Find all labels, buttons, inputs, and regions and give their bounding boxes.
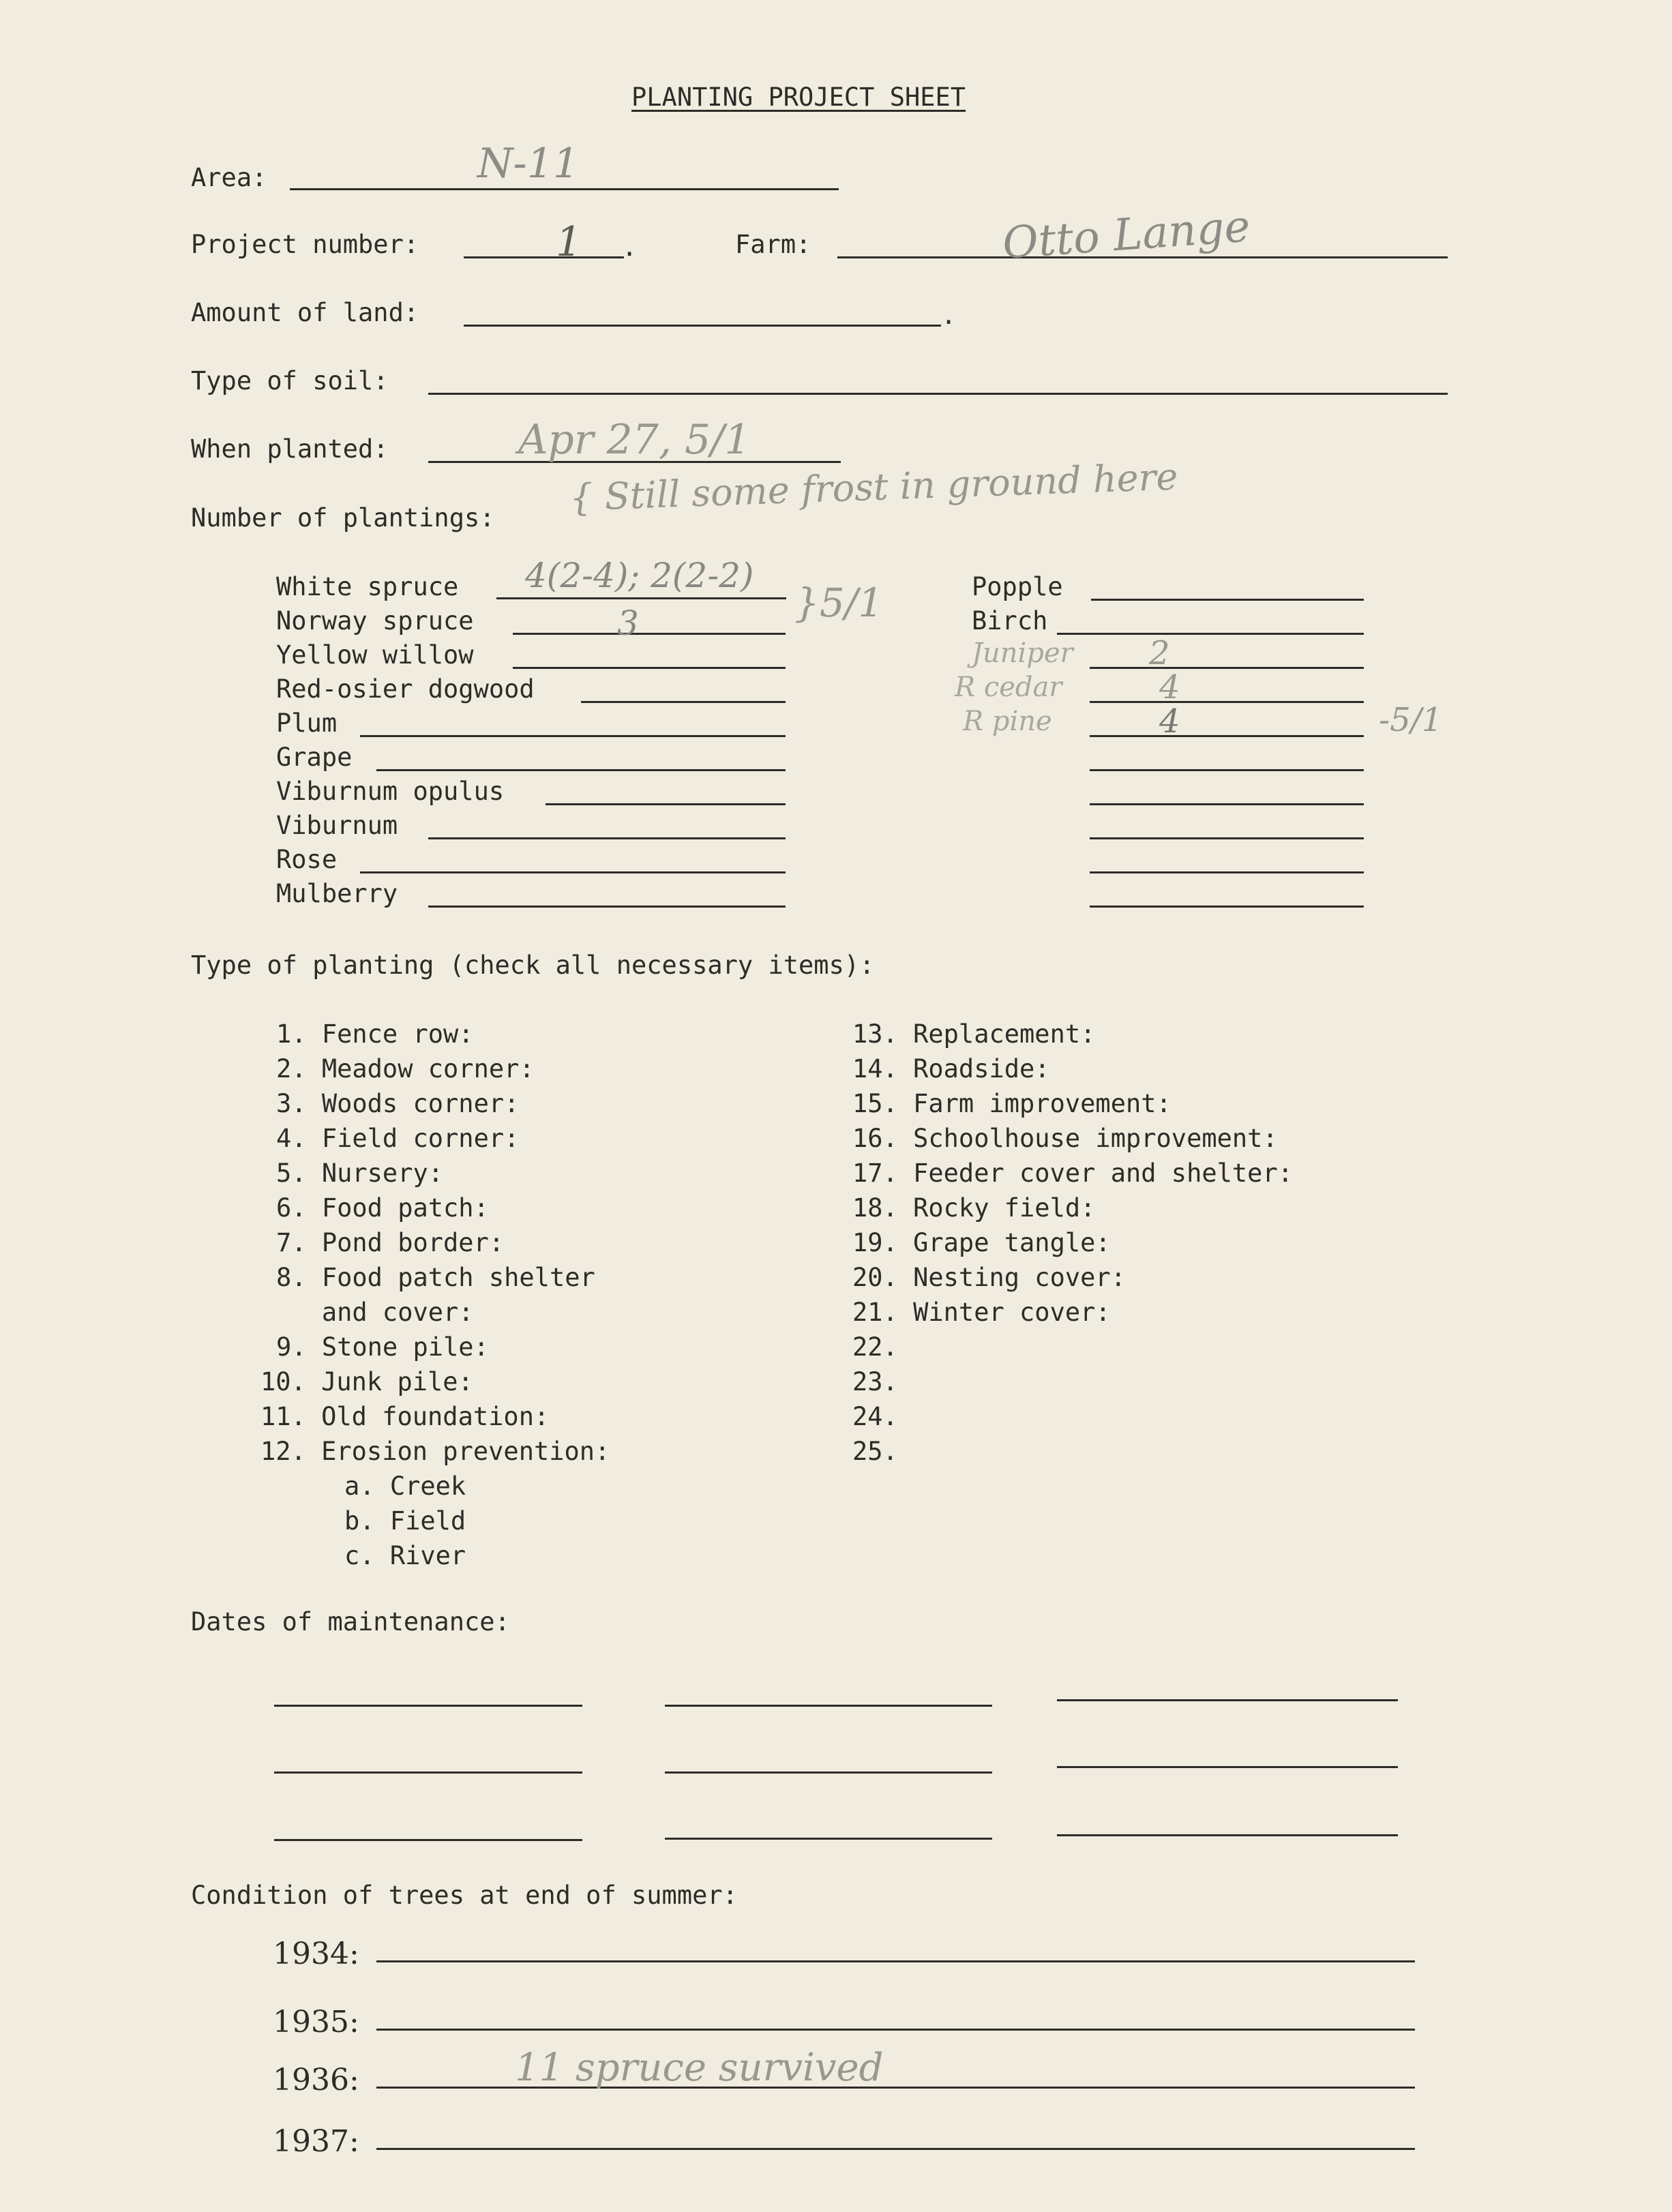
condition-of-trees-label: Condition of trees at end of summer: — [191, 1881, 738, 1910]
type-item-15: 15. Farm improvement: — [852, 1089, 1171, 1118]
type-item-20: 20. Nesting cover: — [852, 1263, 1126, 1292]
planting-norway-spruce-value: 3 — [617, 603, 639, 643]
planting-norway-spruce-line — [513, 633, 786, 635]
year-1934-line — [376, 1960, 1415, 1962]
type-item-1: 1. Fence row: — [276, 1019, 474, 1049]
planting-plum-line — [360, 735, 786, 737]
type-item-4: 4. Field corner: — [276, 1124, 520, 1153]
type-item-18: 18. Rocky field: — [852, 1193, 1096, 1223]
type-item-8-cont: and cover: — [276, 1298, 474, 1327]
planting-viburnum-line — [428, 837, 786, 839]
farm-label: Farm: — [735, 230, 811, 259]
planting-viburnum-opulus-label: Viburnum opulus — [276, 777, 505, 806]
planting-viburnum-label: Viburnum — [276, 811, 398, 840]
type-of-soil-line — [428, 393, 1448, 395]
type-item-19: 19. Grape tangle: — [852, 1228, 1111, 1257]
type-item-11: 11. Old foundation: — [260, 1402, 550, 1431]
planting-extra-line-2 — [1090, 803, 1364, 805]
type-item-6: 6. Food patch: — [276, 1193, 489, 1223]
spruce-bracket-note: }5/1 — [794, 580, 884, 626]
maintenance-line-4 — [274, 1772, 582, 1774]
type-item-16: 16. Schoolhouse improvement: — [852, 1124, 1278, 1153]
area-label: Area: — [191, 163, 267, 192]
amount-of-land-label: Amount of land: — [191, 298, 419, 327]
project-number-line — [464, 256, 624, 258]
amount-of-land-period: . — [941, 301, 957, 330]
type-item-17: 17. Feeder cover and shelter: — [852, 1159, 1294, 1188]
planting-extra-line-3 — [1090, 837, 1364, 839]
type-of-soil-label: Type of soil: — [191, 366, 389, 395]
sheet-title: PLANTING PROJECT SHEET — [631, 83, 966, 112]
year-1936-note: 11 spruce survived — [515, 2046, 884, 2090]
project-number-label: Project number: — [191, 230, 419, 259]
planting-birch-label: Birch — [972, 606, 1048, 636]
type-item-8: 8. Food patch shelter — [276, 1263, 595, 1292]
planting-popple-line — [1091, 599, 1364, 601]
planting-red-cedar-line — [1090, 701, 1364, 703]
maintenance-line-3 — [1057, 1699, 1398, 1701]
type-item-12a: a. Creek — [344, 1471, 466, 1501]
planting-white-spruce-line — [496, 597, 786, 599]
type-item-13: 13. Replacement: — [852, 1019, 1096, 1049]
type-of-planting-heading: Type of planting (check all necessary items): — [191, 951, 875, 980]
planting-red-osier-dogwood-line — [581, 701, 786, 703]
year-1937-label: 1937: — [273, 2124, 359, 2159]
year-1935-label: 1935: — [273, 2005, 359, 2039]
type-item-24: 24. — [852, 1402, 898, 1431]
planting-viburnum-opulus-line — [546, 803, 786, 805]
type-item-12c: c. River — [344, 1541, 466, 1570]
planting-norway-spruce-label: Norway spruce — [276, 606, 474, 636]
type-item-12: 12. Erosion prevention: — [260, 1437, 610, 1466]
dates-of-maintenance-label: Dates of maintenance: — [191, 1607, 510, 1636]
planting-extra-line-5 — [1090, 906, 1364, 908]
type-item-5: 5. Nursery: — [276, 1159, 444, 1188]
maintenance-line-5 — [665, 1772, 992, 1774]
maintenance-line-1 — [274, 1705, 582, 1707]
maintenance-line-6 — [1057, 1766, 1398, 1768]
planting-extra-line-4 — [1090, 871, 1364, 873]
year-1936-label: 1936: — [273, 2063, 359, 2097]
planting-red-cedar-label: R cedar — [955, 672, 1062, 703]
type-item-7: 7. Pond border: — [276, 1228, 505, 1257]
maintenance-line-2 — [665, 1705, 992, 1707]
planting-rose-line — [360, 871, 786, 873]
planting-red-pine-value: 4 — [1159, 702, 1180, 741]
type-item-9: 9. Stone pile: — [276, 1332, 489, 1362]
when-planted-value: Apr 27, 5/1 — [518, 416, 751, 464]
planting-white-spruce-label: White spruce — [276, 572, 459, 601]
maintenance-line-7 — [274, 1839, 582, 1841]
planting-yellow-willow-line — [513, 667, 786, 669]
planting-mulberry-line — [428, 906, 786, 908]
area-line — [290, 188, 839, 190]
planting-white-spruce-value: 4(2-4); 2(2-2) — [525, 556, 754, 595]
type-item-21: 21. Winter cover: — [852, 1298, 1111, 1327]
area-value: N-11 — [477, 140, 580, 188]
project-number-value: 1 — [556, 218, 582, 266]
amount-of-land-line — [464, 325, 941, 327]
planting-juniper-label: Juniper — [972, 638, 1073, 669]
planting-red-cedar-value: 4 — [1159, 668, 1180, 706]
type-item-3: 3. Woods corner: — [276, 1089, 520, 1118]
planting-birch-line — [1057, 633, 1364, 635]
type-item-14: 14. Roadside: — [852, 1054, 1050, 1083]
year-1937-line — [376, 2148, 1415, 2150]
type-item-10: 10. Junk pile: — [260, 1367, 473, 1396]
when-planted-label: When planted: — [191, 434, 389, 464]
frost-note: { Still some frost in ground here — [569, 455, 1179, 520]
planting-popple-label: Popple — [972, 572, 1063, 601]
planting-juniper-value: 2 — [1149, 634, 1170, 672]
farm-value: Otto Lange — [1000, 201, 1252, 269]
planting-yellow-willow-label: Yellow willow — [276, 640, 474, 670]
planting-rose-label: Rose — [276, 845, 338, 874]
number-of-plantings-label: Number of plantings: — [191, 503, 495, 533]
pine-date-note: -5/1 — [1379, 701, 1443, 739]
planting-red-osier-dogwood-label: Red-osier dogwood — [276, 674, 535, 704]
planting-juniper-line — [1090, 667, 1364, 669]
maintenance-line-9 — [1057, 1834, 1398, 1836]
type-item-23: 23. — [852, 1367, 898, 1396]
planting-mulberry-label: Mulberry — [276, 879, 398, 908]
planting-plum-label: Plum — [276, 708, 338, 738]
planting-grape-line — [376, 769, 786, 771]
type-item-22: 22. — [852, 1332, 898, 1362]
year-1935-line — [376, 2029, 1415, 2031]
planting-red-pine-line — [1090, 735, 1364, 737]
type-item-2: 2. Meadow corner: — [276, 1054, 535, 1083]
year-1934-label: 1934: — [273, 1937, 359, 1971]
type-item-25: 25. — [852, 1437, 898, 1466]
planting-red-pine-label: R pine — [963, 706, 1052, 737]
planting-extra-line-1 — [1090, 769, 1364, 771]
type-item-12b: b. Field — [344, 1506, 466, 1536]
maintenance-line-8 — [665, 1838, 992, 1840]
planting-grape-label: Grape — [276, 743, 353, 772]
project-number-period: . — [622, 233, 638, 262]
